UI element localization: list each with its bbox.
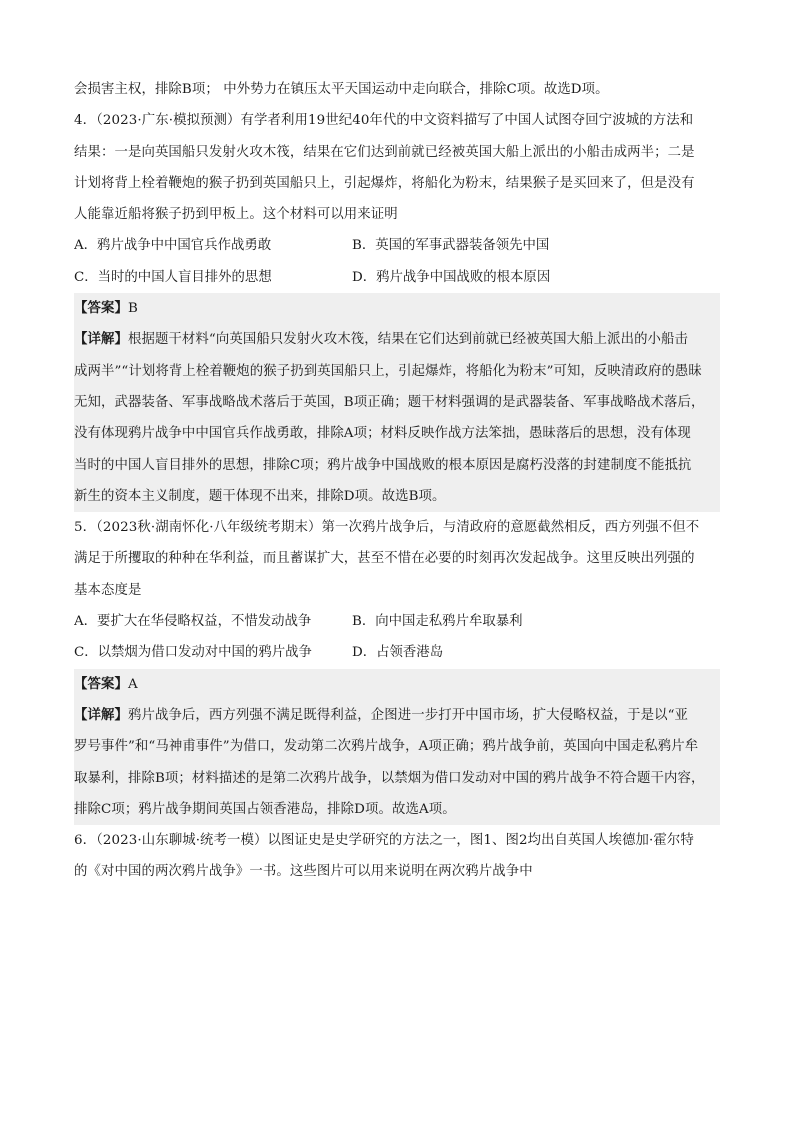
q6-stem-line: 的《对中国的两次鸦片战争》一书。这些图片可以用来说明在两次鸦片战争中: [74, 864, 533, 880]
q5-stem-line: 基本态度是: [74, 582, 142, 598]
q5-answer-line: [74, 669, 720, 700]
q4-stem-line: 4．（2023·广东·模拟预测）有学者利用19世纪40年代的中文资料描写了中国人试图夺回宁波城的方法和: [74, 113, 694, 129]
q4-detail-line: 当时的中国人盲目排外的思想，排除C项；鸦片战争中国战败的根本原因是腐朽没落的封建制度不能抵抗: [74, 457, 692, 473]
q4-option-b: B．英国的军事武器装备领先中国: [352, 238, 550, 254]
q5-option-b: B．向中国走私鸦片牟取暴利: [352, 614, 523, 630]
q4-stem-line: 人能靠近船将猴子扔到甲板上。这个材料可以用来证明: [74, 207, 398, 223]
q4-detail-line: 新生的资本主义制度，题干体现不出来，排除D项。故选B项。: [74, 488, 446, 504]
q5-option-c: C．以禁烟为借口发动对中国的鸦片战争: [74, 645, 312, 661]
q4-detail-first: 根据题干材料“向英国船只发射火攻木筏，结果在它们达到前就已经被英国大船上派出的小船击: [127, 332, 689, 348]
q5-option-a: A．要扩大在华侵略权益，不惜发动战争: [74, 614, 312, 630]
q5-detail-line: 取暴利，排除B项；材料描述的是第二次鸦片战争，以禁烟为借口发动对中国的鸦片战争不符合题干内容，: [74, 770, 705, 786]
q4-answer-value: B: [127, 301, 138, 317]
detail-tag: 【详解】: [74, 706, 128, 723]
q5-stem-line: 满足于所攫取的种种在华利益，而且蓄谋扩大，甚至不惜在必要的时刻再次发起战争。这里反映出列强的: [74, 551, 695, 567]
q5-detail-line: 排除C项；鸦片战争期间英国占领香港岛，排除D项。故选A项。: [74, 801, 456, 817]
q5-detail-line: 罗号事件”和“马神甫事件”为借口，发动第二次鸦片战争，A项正确；鸦片战争前，英国向中国走私鸦片牟: [74, 739, 699, 755]
q5-stem-line: 5．（2023秋·湖南怀化·八年级统考期末）第一次鸦片战争后，与清政府的意愿截然相反，西方列强不但不: [74, 520, 700, 536]
q5-detail-first: 鸦片战争后，西方列强不满足既得利益，企图进一步打开中国市场，扩大侵略权益，于是以“亚: [127, 707, 689, 723]
question-4: [74, 105, 720, 512]
q4-detail-line: 成两半”“计划将背上栓着鞭炮的猴子扔到英国船只上，引起爆炸，将船化为粉末”可知，反映清政府的愚昧: [74, 363, 702, 379]
answer-tag: 【答案】: [74, 675, 128, 692]
q4-answer-block: [74, 293, 720, 512]
q4-detail-line: 无知，武器装备、军事战略战术落后于英国，B项正确；题干材料强调的是武器装备、军事战略战术落后，: [74, 394, 705, 410]
q5-detail-line: [74, 700, 720, 731]
q4-options-row: [74, 262, 720, 293]
q5-answer-block: [74, 669, 720, 825]
q4-detail-line: 没有体现鸦片战争中中国官兵作战勇敢，排除A项；材料反映作战方法笨拙，愚昧落后的思想，没有体现: [74, 426, 691, 442]
question-5: [74, 512, 720, 825]
q5-options-row: [74, 637, 720, 668]
question-6: [74, 825, 720, 888]
q4-stem-line: 结果：一是向英国船只发射火攻木筏，结果在它们达到前就已经被英国大船上派出的小船击成两半；二是: [74, 144, 695, 160]
document-content: [74, 74, 720, 888]
q5-answer-value: A: [127, 676, 138, 692]
q4-option-c: C．当时的中国人盲目排外的思想: [74, 269, 272, 285]
q4-option-d: D．鸦片战争中国战败的根本原因: [352, 269, 551, 285]
q4-options-row: [74, 230, 720, 261]
q6-stem-line: 6．（2023·山东聊城·统考一模）以图证史是史学研究的方法之一，图1、图2均出自英国人埃德加·霍尔特: [74, 833, 694, 849]
answer-tag: 【答案】: [74, 300, 128, 317]
q4-detail-line: [74, 324, 720, 355]
q5-option-d: D．占领香港岛: [352, 645, 444, 661]
q3-analysis-tail: 会损害主权，排除B项； 中外势力在镇压太平天国运动中走向联合，排除C项。故选D项。: [74, 82, 609, 97]
q5-options-row: [74, 606, 720, 637]
q4-stem-line: 计划将背上栓着鞭炮的猴子扔到英国船只上，引起爆炸，将船化为粉末，结果猴子是买回来了，但是没有: [74, 175, 695, 191]
detail-tag: 【详解】: [74, 331, 128, 348]
q4-answer-line: [74, 293, 720, 324]
q4-option-a: A．鸦片战争中中国官兵作战勇敢: [74, 238, 272, 254]
